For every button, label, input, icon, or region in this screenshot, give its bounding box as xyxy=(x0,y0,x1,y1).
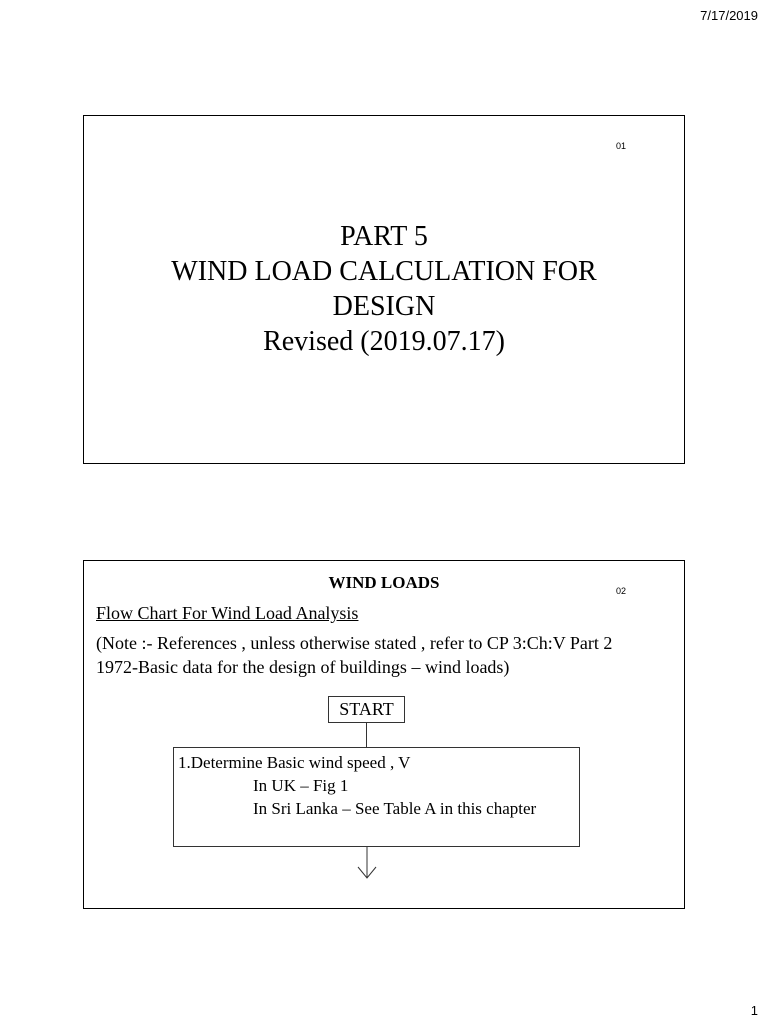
page-date: 7/17/2019 xyxy=(700,8,758,23)
reference-note xyxy=(96,631,676,679)
down-arrow-icon xyxy=(356,847,378,881)
step-line: In Sri Lanka – See Table A in this chapter xyxy=(253,799,537,818)
slide-title xyxy=(84,219,684,359)
connector-line xyxy=(366,723,367,747)
page-number: 1 xyxy=(750,1003,758,1018)
slide-01 xyxy=(83,115,685,464)
title-line: Revised (2019.07.17) xyxy=(263,326,505,357)
note-line: (Note :- References , unless otherwise stated , refer to CP 3:Ch:V Part 2 xyxy=(96,633,613,653)
title-line: WIND LOAD CALCULATION FOR xyxy=(171,256,597,287)
title-line: DESIGN xyxy=(332,291,436,322)
slide-number: 01 xyxy=(615,141,626,151)
slide-02 xyxy=(83,560,685,909)
start-node: START xyxy=(328,696,405,723)
step-line: In UK – Fig 1 xyxy=(253,776,349,795)
slide-heading: WIND LOADS xyxy=(328,573,440,592)
note-line: 1972-Basic data for the design of buildings – wind loads) xyxy=(96,657,510,677)
step-title: 1.Determine Basic wind speed , V xyxy=(178,753,411,772)
step-1-node xyxy=(173,747,580,847)
flowchart-subtitle: Flow Chart For Wind Load Analysis xyxy=(96,603,359,623)
slide-number: 02 xyxy=(615,586,626,596)
title-line: PART 5 xyxy=(340,221,428,252)
